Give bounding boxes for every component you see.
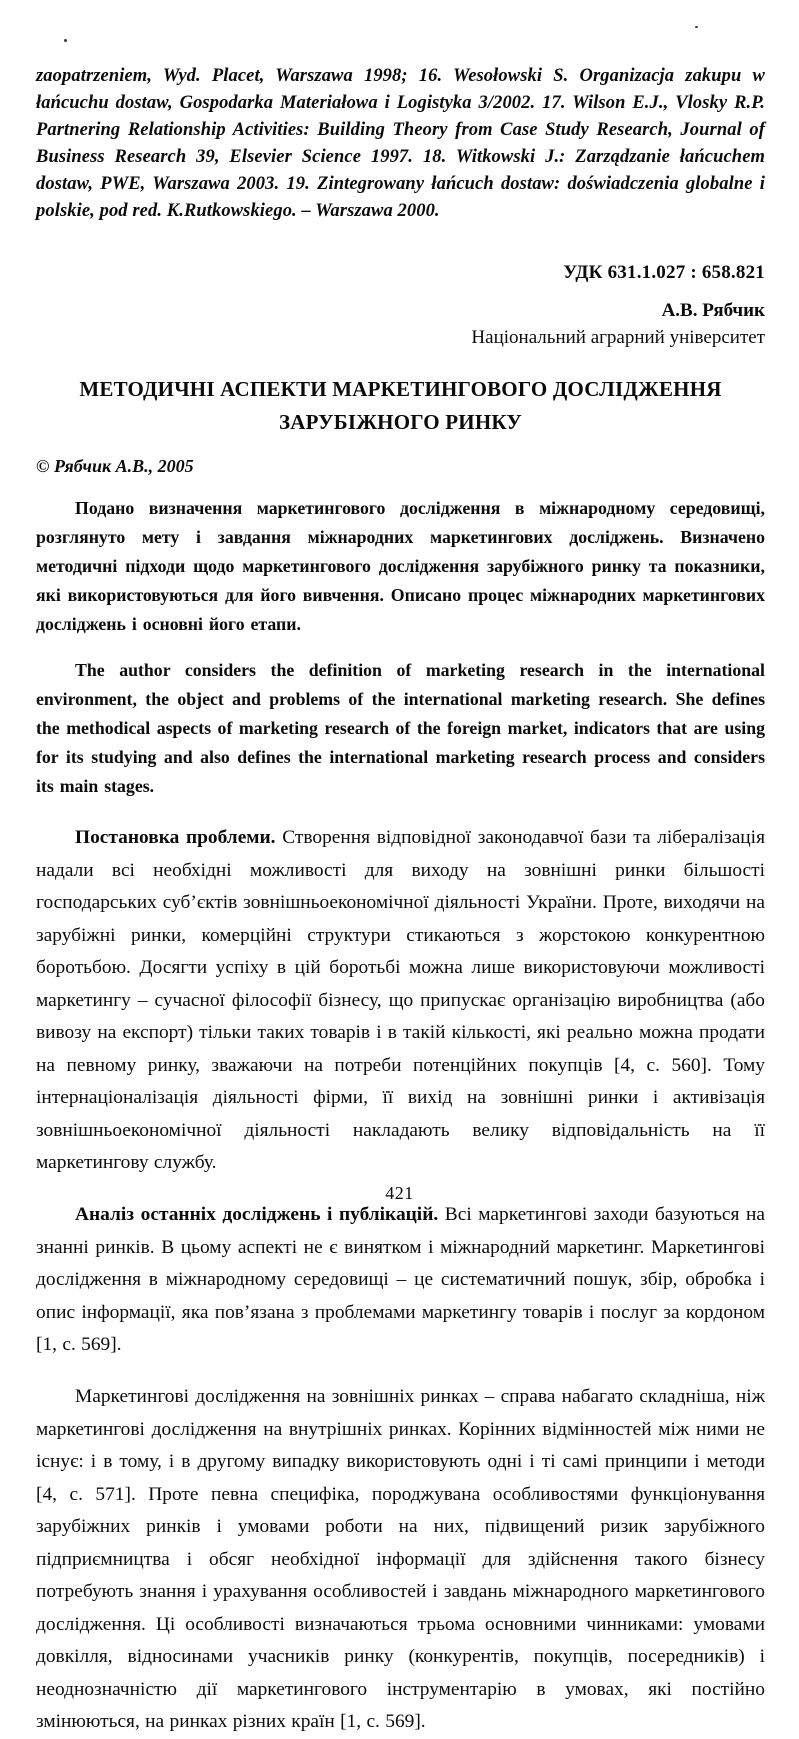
article-title-line2: ЗАРУБІЖНОГО РИНКУ xyxy=(279,409,522,434)
page-number: 421 xyxy=(385,1183,414,1203)
paragraph-lead: Постановка проблеми. xyxy=(75,827,276,849)
author-affiliation: Національний аграрний університет xyxy=(471,326,765,348)
article-title-line1: МЕТОДИЧНІ АСПЕКТИ МАРКЕТИНГОВОГО ДОСЛІДЖЕННЯ xyxy=(79,376,722,401)
author-name: А.В. Рябчик xyxy=(661,299,765,321)
body-paragraph-3 xyxy=(36,1381,765,1739)
paragraph-text: Створення відповідної законодавчої бази та лібералізація надали всі необхідні можливості для виходу на зовнішні ринки більшості господарських суб’єктів зовнішньоекономічної діяльності України. Проте, виходячи на зарубіжні ринки, комерційні структури стикаються з жорстокою конкурентною боротьбою. Досягти успіху в цій боротьбі можна лише використовуючи можливості маркетингу – сучасної філософії бізнесу, що припускає організацію виробництва (або вивозу на експорт) тільки таких товарів і в такій кількості, які реально можна продати на певному ринку, зважаючи на потреби потенційних покупців [4, с. 560]. Тому інтернаціоналізація діяльності фірми, її вихід на зовнішні ринки і активізація зовнішньоекономічної діяльності накладають велику відповідальність на її маркетингову службу. xyxy=(36,827,765,1174)
references-continuation: zaopatrzeniem, Wyd. Placet, Warszawa 1998; 16. Wesołowski S. Organizacja zakupu w łańcuchu dostaw, Gospodarka Materiałowa i Logistyka 3/2002. 17. Wilson E.J., Vlosky R.P. Partnering Relationship Activities: Building Theory from Case Study Research, Journal of Business Research 39, Elsevier Science 1997. 18. Witkowski J.: Zarządzanie łańcuchem dostaw, PWE, Warszawa 2003. 19. Zintegrowany łańcuch dostaw: doświadczenia globalne i polskie, pod red. K.Rutkowskiego. – Warszawa 2000. xyxy=(36,65,765,221)
paragraph-text: Всі маркетингові заходи базуються на знанні ринків. В цьому аспекті не є винятком і міжнародний маркетинг. Маркетингові дослідження в міжнародному середовищі – це систематичний пошук, збір, обробка і опис інформації, яка пов’язана з проблемами маркетингу товарів і послуг за кордоном [1, с. 569]. xyxy=(36,1204,765,1356)
paragraph-lead: Аналіз останніх досліджень і публікацій. xyxy=(75,1204,439,1226)
abstract-ukrainian: Подано визначення маркетингового дослідження в міжнародному середовищі, розглянуто мету і завдання міжнародних маркетингових досліджень. Визначено методичні підходи щодо маркетингового дослідження зарубіжного ринку та показники, які використовуються для його вивчення. Описано процес міжнародних маркетингових досліджень і основні його етапи. xyxy=(36,497,765,634)
abstract-english: The author considers the definition of marketing research in the international environment, the object and problems of the international marketing research. She defines the methodical aspects of marketing research of the foreign market, indicators that are using for its studying and also defines the international marketing research process and considers its main stages. xyxy=(36,660,765,797)
paragraph-text: Маркетингові дослідження на зовнішніх ринках – справа набагато складніша, ніж маркетингові дослідження на внутрішніх ринках. Корінних відмінностей між ними не існує: і в тому, і в другому випадку використовують одні і ті самі принципи і методи [4, с. 571]. Проте певна специфіка, породжувана особливостями функціонування зарубіжних ринків і умовами роботи на них, підвищений ризик зарубіжного підприємництва і обсяг необхідної інформації для здійснення такого бізнесу потребують знання і урахування особливостей і завдань міжнародного маркетингового дослідження. Ці особливості визначаються трьома основними чинниками: умовами довкілля, відносинами учасників ринку (конкурентів, покупців, посередників) і неоднозначністю дії маркетингового інструментарію в умовах, які постійно змінюються, на ринках різних країн [1, с. 569]. xyxy=(36,1386,765,1733)
byline-block xyxy=(36,297,765,351)
scan-speck xyxy=(64,39,67,42)
body-paragraph-1 xyxy=(36,822,765,1180)
udc-code: УДК 631.1.027 : 658.821 xyxy=(563,261,765,283)
copyright-line: © Рябчик А.В., 2005 xyxy=(36,455,194,476)
body-paragraph-2 xyxy=(36,1199,765,1362)
article-title xyxy=(36,373,765,439)
scan-speck xyxy=(695,26,698,28)
